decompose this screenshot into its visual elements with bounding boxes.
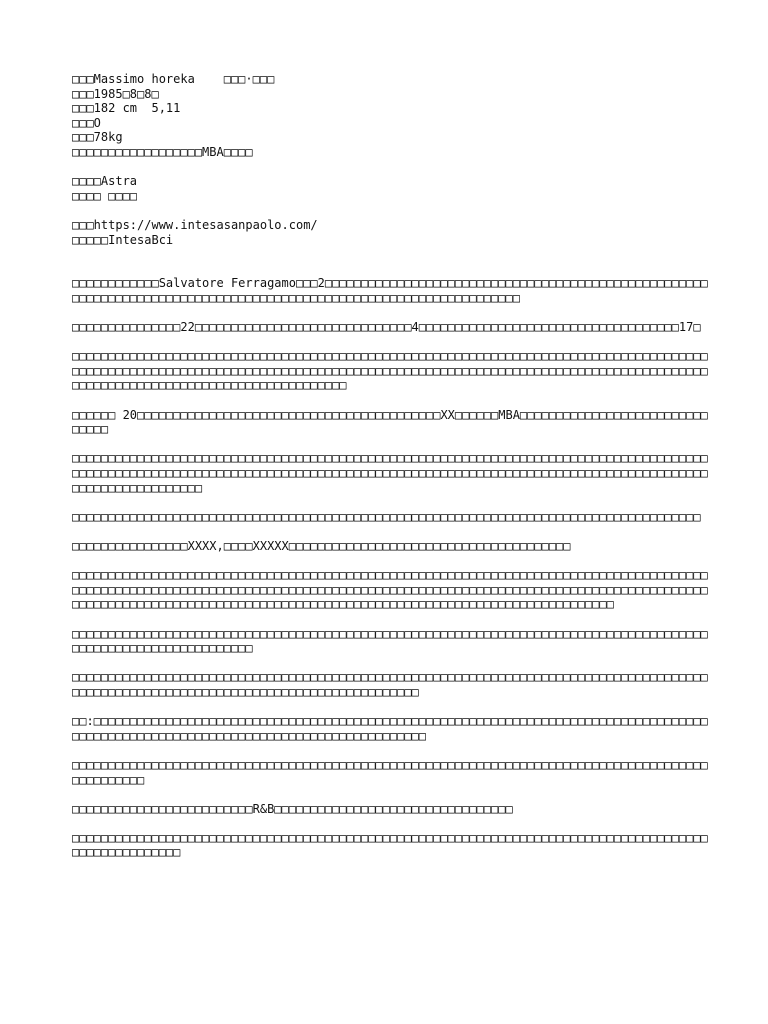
paragraph-14: □□□□□□□□□□□□□□□□□□□□□□□□□□□□□□□□□□□□□□□□□□□□□□□□□□□□□□□□□□□□□□□□□□□□□□□□□□□□□□□□□□□□□□□□□□□□□□□□□□□□□□□ bbox=[72, 830, 708, 860]
paragraph-3: □□□□□□□□□□□□□□□□□□□□□□□□□□□□□□□□□□□□□□□□□□□□□□□□□□□□□□□□□□□□□□□□□□□□□□□□□□□□□□□□□□□□□□□□□□□□□□□□□□□□□□□□□□□□□□□□□□□□□□□□□□□□□□□□□□□□□□□□□□□□□□□□□□□□□□□□□□□□□□□□□□□□□□□□□□□□□□□□□□□□□□□□□□□□□□□□□□□□□□□□□□□□□□□□□□□□□□ bbox=[72, 349, 708, 393]
paragraph-9: □□□□□□□□□□□□□□□□□□□□□□□□□□□□□□□□□□□□□□□□□□□□□□□□□□□□□□□□□□□□□□□□□□□□□□□□□□□□□□□□□□□□□□□□□□□□□□□□□□□□□□□□□□□□□□□□□ bbox=[72, 626, 708, 656]
spacer bbox=[72, 262, 712, 277]
height-line: □□□182 cm 5,11 bbox=[72, 101, 181, 116]
paragraph-12: □□□□□□□□□□□□□□□□□□□□□□□□□□□□□□□□□□□□□□□□□□□□□□□□□□□□□□□□□□□□□□□□□□□□□□□□□□□□□□□□□□□□□□□□□□□□□□□□□□ bbox=[72, 757, 708, 787]
paragraph-4: □□□□□□ 20□□□□□□□□□□□□□□□□□□□□□□□□□□□□□□□□□□□□□□□□□□XX□□□□□□MBA□□□□□□□□□□□□□□□□□□□□□□□□□□□□□□□ bbox=[72, 407, 708, 437]
company-name-line: □□□□□IntesaBci bbox=[72, 232, 174, 247]
paragraph-8: □□□□□□□□□□□□□□□□□□□□□□□□□□□□□□□□□□□□□□□□□□□□□□□□□□□□□□□□□□□□□□□□□□□□□□□□□□□□□□□□□□□□□□□□□□□□□□□□□□□□□□□□□□□□□□□□□□□□□□□□□□□□□□□□□□□□□□□□□□□□□□□□□□□□□□□□□□□□□□□□□□□□□□□□□□□□□□□□□□□□□□□□□□□□□□□□□□□□□□□□□□□□□□□□□□□□□□□□□□□□□□□□□□□□□□□□□□□□□□□□□□□□□□□□□□□ bbox=[72, 568, 708, 612]
car-block bbox=[72, 174, 712, 203]
paragraph-10: □□□□□□□□□□□□□□□□□□□□□□□□□□□□□□□□□□□□□□□□□□□□□□□□□□□□□□□□□□□□□□□□□□□□□□□□□□□□□□□□□□□□□□□□□□□□□□□□□□□□□□□□□□□□□□□□□□□□□□□□□□□□□□□□□□□□□□□□ bbox=[72, 670, 708, 699]
body-text bbox=[72, 276, 712, 860]
car-sub-line: □□□□ □□□□ bbox=[72, 188, 138, 203]
document-page bbox=[72, 72, 712, 875]
paragraph-6: □□□□□□□□□□□□□□□□□□□□□□□□□□□□□□□□□□□□□□□□□□□□□□□□□□□□□□□□□□□□□□□□□□□□□□□□□□□□□□□□□□□□□□□ bbox=[72, 509, 701, 524]
company-url-line: □□□https://www.intesasanpaolo.com/ bbox=[72, 217, 318, 232]
birth-date-line: □□□1985□8□8□ bbox=[72, 86, 159, 101]
spacer bbox=[72, 160, 712, 175]
paragraph-1: □□□□□□□□□□□□Salvatore Ferragamo□□□2□□□□□□□□□□□□□□□□□□□□□□□□□□□□□□□□□□□□□□□□□□□□□□□□□□□□□□□□□□□□□□□□□□□□□□□□□□□□□□□□□□□□□□□□□□□□□□□□□□□□□□□□□□□□□□□□□□□ bbox=[72, 276, 708, 305]
company-block bbox=[72, 218, 712, 247]
paragraph-7: □□□□□□□□□□□□□□□□XXXX,□□□□XXXXX□□□□□□□□□□□□□□□□□□□□□□□□□□□□□□□□□□□□□□□ bbox=[72, 539, 571, 553]
paragraph-13: □□□□□□□□□□□□□□□□□□□□□□□□□R&B□□□□□□□□□□□□□□□□□□□□□□□□□□□□□□□□□ bbox=[72, 801, 513, 816]
spacer bbox=[72, 203, 712, 218]
spacer bbox=[72, 247, 712, 262]
paragraph-11: □□:□□□□□□□□□□□□□□□□□□□□□□□□□□□□□□□□□□□□□□□□□□□□□□□□□□□□□□□□□□□□□□□□□□□□□□□□□□□□□□□□□□□□□□□□□□□□□□□□□□□□□□□□□□□□□□□□□□□□□□□□□□□□□□□□□□□□□□ bbox=[72, 714, 708, 743]
paragraph-5: □□□□□□□□□□□□□□□□□□□□□□□□□□□□□□□□□□□□□□□□□□□□□□□□□□□□□□□□□□□□□□□□□□□□□□□□□□□□□□□□□□□□□□□□□□□□□□□□□□□□□□□□□□□□□□□□□□□□□□□□□□□□□□□□□□□□□□□□□□□□□□□□□□□□□□□□□□□□□□□□□□□□□□□□□□□□□□□□□□□□□□□□□□□□□□□□□□ bbox=[72, 451, 708, 495]
weight-line: □□□78kg bbox=[72, 130, 123, 145]
education-line: □□□□□□□□□□□□□□□□□□MBA□□□□ bbox=[72, 144, 253, 159]
profile-block bbox=[72, 72, 712, 160]
blood-type-line: □□□O bbox=[72, 115, 101, 130]
name-line: □□□Massimo horeka □□□·□□□ bbox=[72, 72, 275, 86]
paragraph-2: □□□□□□□□□□□□□□□22□□□□□□□□□□□□□□□□□□□□□□□□□□□□□□4□□□□□□□□□□□□□□□□□□□□□□□□□□□□□□□□□□□□17□ bbox=[72, 320, 701, 335]
car-line: □□□□Astra bbox=[72, 174, 138, 189]
